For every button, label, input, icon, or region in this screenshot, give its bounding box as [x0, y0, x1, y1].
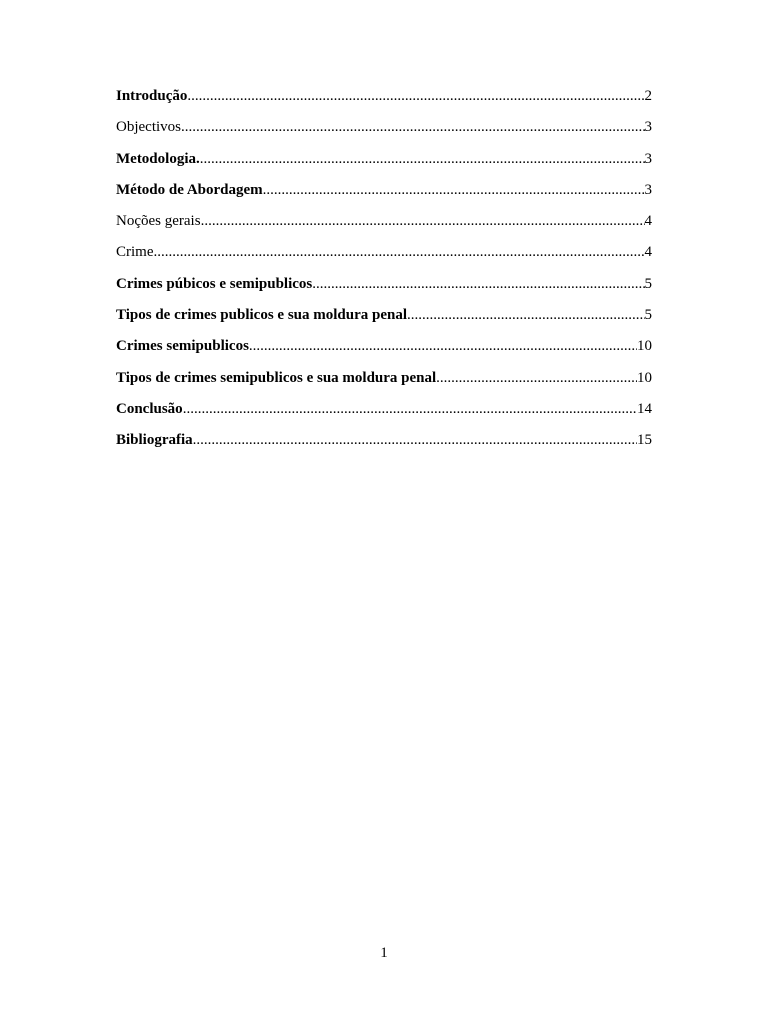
toc-entry-page: 10: [637, 338, 652, 355]
toc-entry-crimes-pubicos-e-semipublicos[interactable]: [116, 274, 652, 305]
toc-dot-leader: [183, 399, 637, 419]
toc-dot-leader: [187, 86, 644, 106]
toc-entry-page: 3: [644, 150, 652, 167]
toc-dot-leader: [249, 336, 637, 356]
toc-entry-title: Crime: [116, 244, 154, 261]
toc-dot-leader: [312, 274, 644, 294]
toc-entry-page: 10: [637, 369, 652, 386]
toc-entry-page: 14: [637, 400, 652, 417]
toc-entry-title: Conclusão: [116, 400, 183, 417]
toc-entry-title: Tipos de crimes semipublicos e sua moldura penal: [116, 369, 437, 386]
toc-entry-title: Noções gerais: [116, 213, 201, 230]
toc-dot-leader: [407, 305, 644, 325]
toc-dot-leader: [181, 117, 645, 137]
toc-dot-leader: [436, 368, 637, 388]
toc-entry-title: Metodologia.: [116, 150, 200, 167]
toc-entry-title: Bibliografia: [116, 432, 193, 449]
toc-entry-title: Crimes púbicos e semipublicos: [116, 275, 313, 292]
toc-entry-conclusao[interactable]: [116, 399, 652, 430]
toc-entry-metodologia[interactable]: [116, 149, 652, 180]
toc-entry-crime[interactable]: [116, 242, 652, 273]
toc-entry-bibliografia[interactable]: [116, 430, 652, 461]
toc-entry-objectivos[interactable]: [116, 117, 652, 148]
toc-entry-title: Tipos de crimes publicos e sua moldura penal: [116, 307, 408, 324]
toc-entry-page: 5: [644, 307, 652, 324]
toc-entry-introducao[interactable]: [116, 86, 652, 117]
table-of-contents: [116, 86, 652, 462]
toc-entry-page: 15: [637, 432, 652, 449]
toc-entry-nocoes-gerais[interactable]: [116, 211, 652, 242]
toc-entry-title: Método de Abordagem: [116, 181, 263, 198]
toc-dot-leader: [193, 430, 637, 450]
toc-entry-page: 3: [644, 181, 652, 198]
toc-entry-title: Crimes semipublicos: [116, 338, 249, 355]
toc-dot-leader: [200, 149, 645, 169]
toc-entry-page: 4: [644, 244, 652, 261]
toc-entry-title: Objectivos: [116, 119, 181, 136]
toc-dot-leader: [154, 242, 645, 262]
toc-entry-tipos-de-crimes-publicos[interactable]: [116, 305, 652, 336]
toc-entry-crimes-semipublicos[interactable]: [116, 336, 652, 367]
page-number: 1: [380, 945, 388, 961]
toc-dot-leader: [263, 180, 645, 200]
toc-dot-leader: [201, 211, 645, 231]
toc-entry-tipos-de-crimes-semipublicos[interactable]: [116, 368, 652, 399]
toc-entry-metodo-de-abordagem[interactable]: [116, 180, 652, 211]
toc-entry-page: 2: [644, 88, 652, 104]
toc-entry-page: 4: [644, 213, 652, 230]
toc-entry-page: 3: [644, 119, 652, 136]
toc-entry-title: Introdução: [116, 88, 188, 104]
toc-entry-page: 5: [644, 275, 652, 292]
